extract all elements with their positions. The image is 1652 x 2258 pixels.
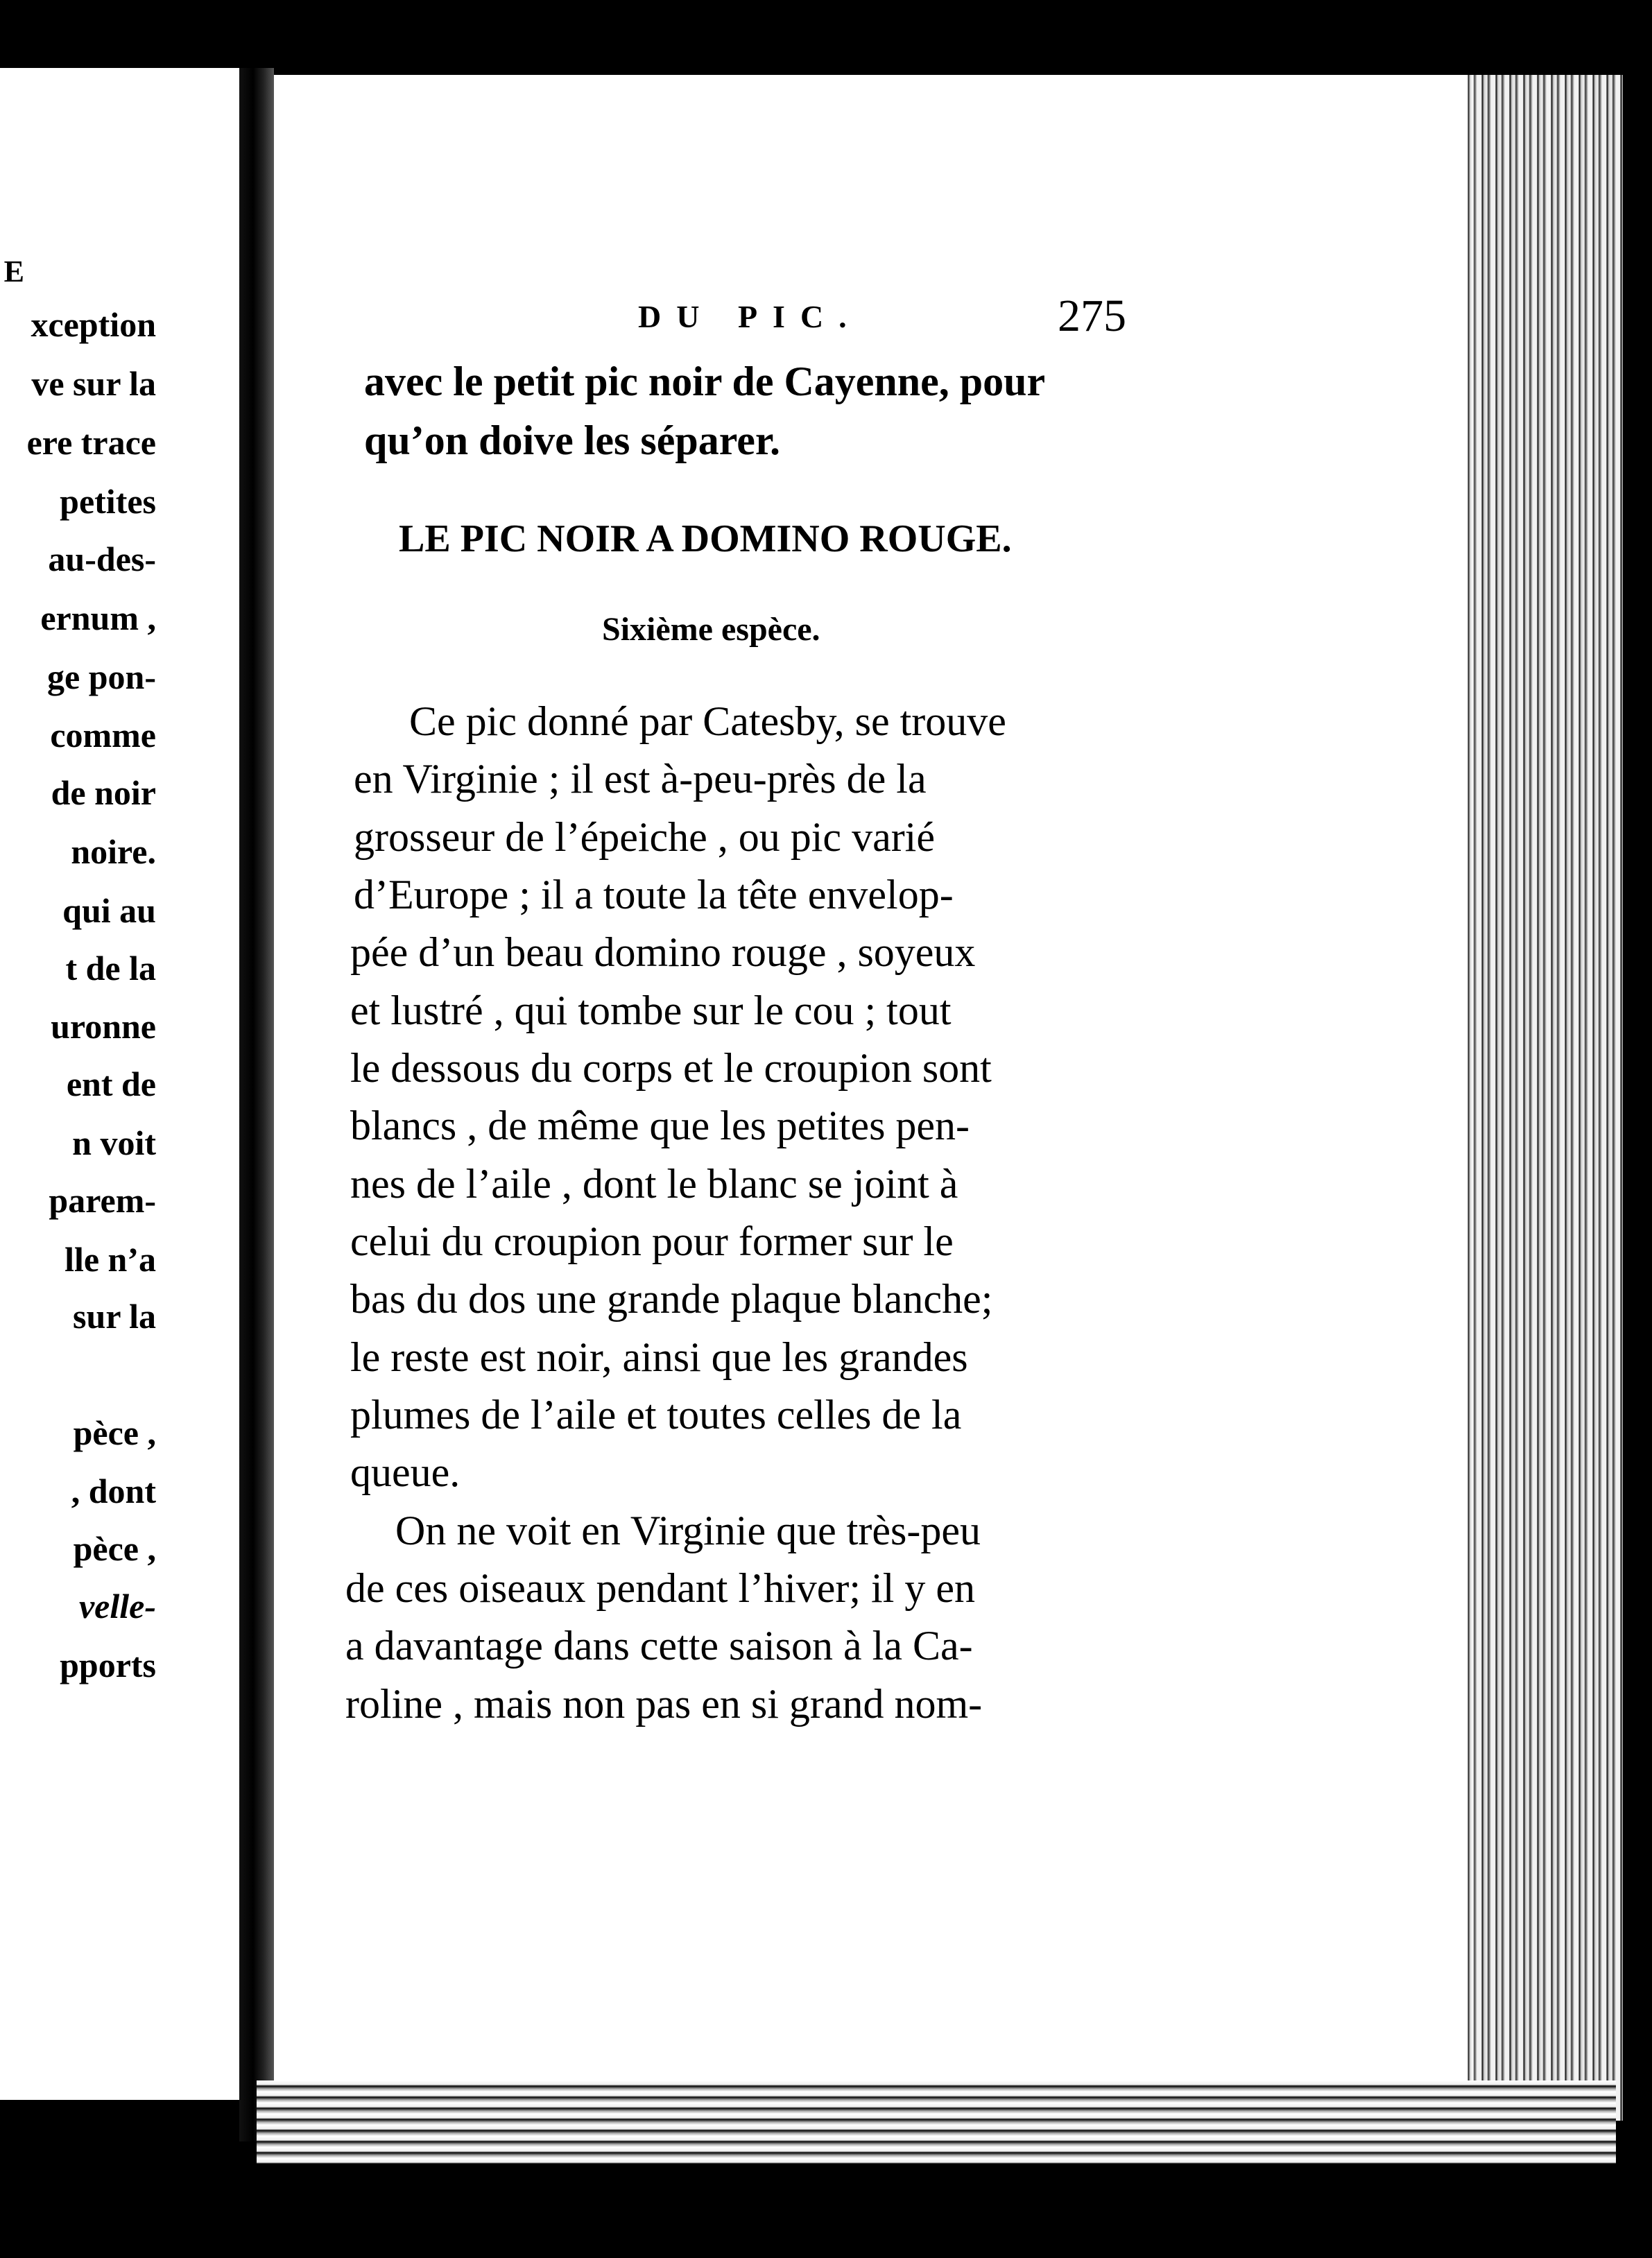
- text-line: roline , mais non pas en si grand nom-: [345, 1681, 983, 1727]
- text-line: celui du croupion pour former sur le: [350, 1218, 954, 1264]
- text-line: On ne voit en Virginie que très-peu: [395, 1508, 981, 1553]
- text-line: et lustré , qui tombe sur le cou ; tout: [350, 988, 952, 1033]
- page-bottom-edge: [257, 2080, 1616, 2164]
- left-page-line: pèce ,: [73, 1413, 156, 1452]
- book-gutter: [239, 68, 274, 2141]
- left-page-line: parem-: [49, 1181, 156, 1220]
- section-title: LE PIC NOIR A DOMINO ROUGE.: [399, 517, 1012, 560]
- text-line: de ces oiseaux pendant l’hiver; il y en: [345, 1565, 976, 1611]
- page-stack-edge: [1463, 75, 1623, 2121]
- text-line: le reste est noir, ainsi que les grandes: [350, 1334, 968, 1380]
- left-page-line: sur la: [73, 1297, 156, 1336]
- left-page-line: de noir: [51, 773, 156, 812]
- text-line: le dessous du corps et le croupion sont: [350, 1045, 992, 1091]
- running-head: DU PIC.: [638, 299, 862, 334]
- left-page-line: ernum ,: [40, 598, 156, 637]
- left-page-line: velle-: [78, 1587, 156, 1626]
- text-line: avec le petit pic noir de Cayenne, pour: [364, 359, 1046, 404]
- text-line: a davantage dans cette saison à la Ca-: [345, 1623, 973, 1669]
- text-line: nes de l’aile , dont le blanc se joint à: [350, 1161, 958, 1207]
- left-page-line: ge pon-: [47, 657, 156, 696]
- left-page-line: ent de: [66, 1065, 156, 1103]
- left-page-line: xception: [31, 305, 156, 344]
- left-page-line: , dont: [71, 1472, 156, 1510]
- left-page-line: pports: [60, 1646, 156, 1684]
- text-line: queue.: [350, 1449, 461, 1495]
- left-page-line: qui au: [62, 891, 156, 930]
- text-line: en Virginie ; il est à-peu-près de la: [354, 756, 927, 802]
- previous-page-fragment: [0, 68, 239, 2100]
- left-page-line: uronne: [51, 1007, 156, 1046]
- section-subtitle: Sixième espèce.: [602, 611, 820, 648]
- left-page-line: ve sur la: [31, 364, 156, 403]
- left-page-line: petites: [60, 482, 156, 521]
- left-page-line: pèce ,: [73, 1529, 156, 1568]
- text-line: grosseur de l’épeiche , ou pic varié: [354, 814, 935, 860]
- left-page-line: t de la: [65, 949, 156, 988]
- text-line: bas du dos une grande plaque blanche;: [350, 1276, 993, 1322]
- left-page-line: n voit: [72, 1123, 156, 1162]
- left-page-line: ere trace: [26, 423, 156, 462]
- left-page-line: E: [3, 255, 24, 288]
- left-page-line: comme: [50, 716, 156, 755]
- left-page-line: au-des-: [48, 540, 156, 578]
- text-line: d’Europe ; il a toute la tête envelop-: [354, 872, 954, 917]
- text-line: pée d’un beau domino rouge , soyeux: [350, 929, 976, 975]
- text-line: plumes de l’aile et toutes celles de la: [350, 1392, 962, 1438]
- text-line: Ce pic donné par Catesby, se trouve: [409, 698, 1006, 744]
- page-number: 275: [1058, 291, 1126, 341]
- left-page-line: lle n’a: [64, 1240, 156, 1279]
- text-line: qu’on doive les séparer.: [364, 417, 781, 463]
- left-page-line: noire.: [71, 832, 156, 871]
- text-line: blancs , de même que les petites pen-: [350, 1103, 970, 1148]
